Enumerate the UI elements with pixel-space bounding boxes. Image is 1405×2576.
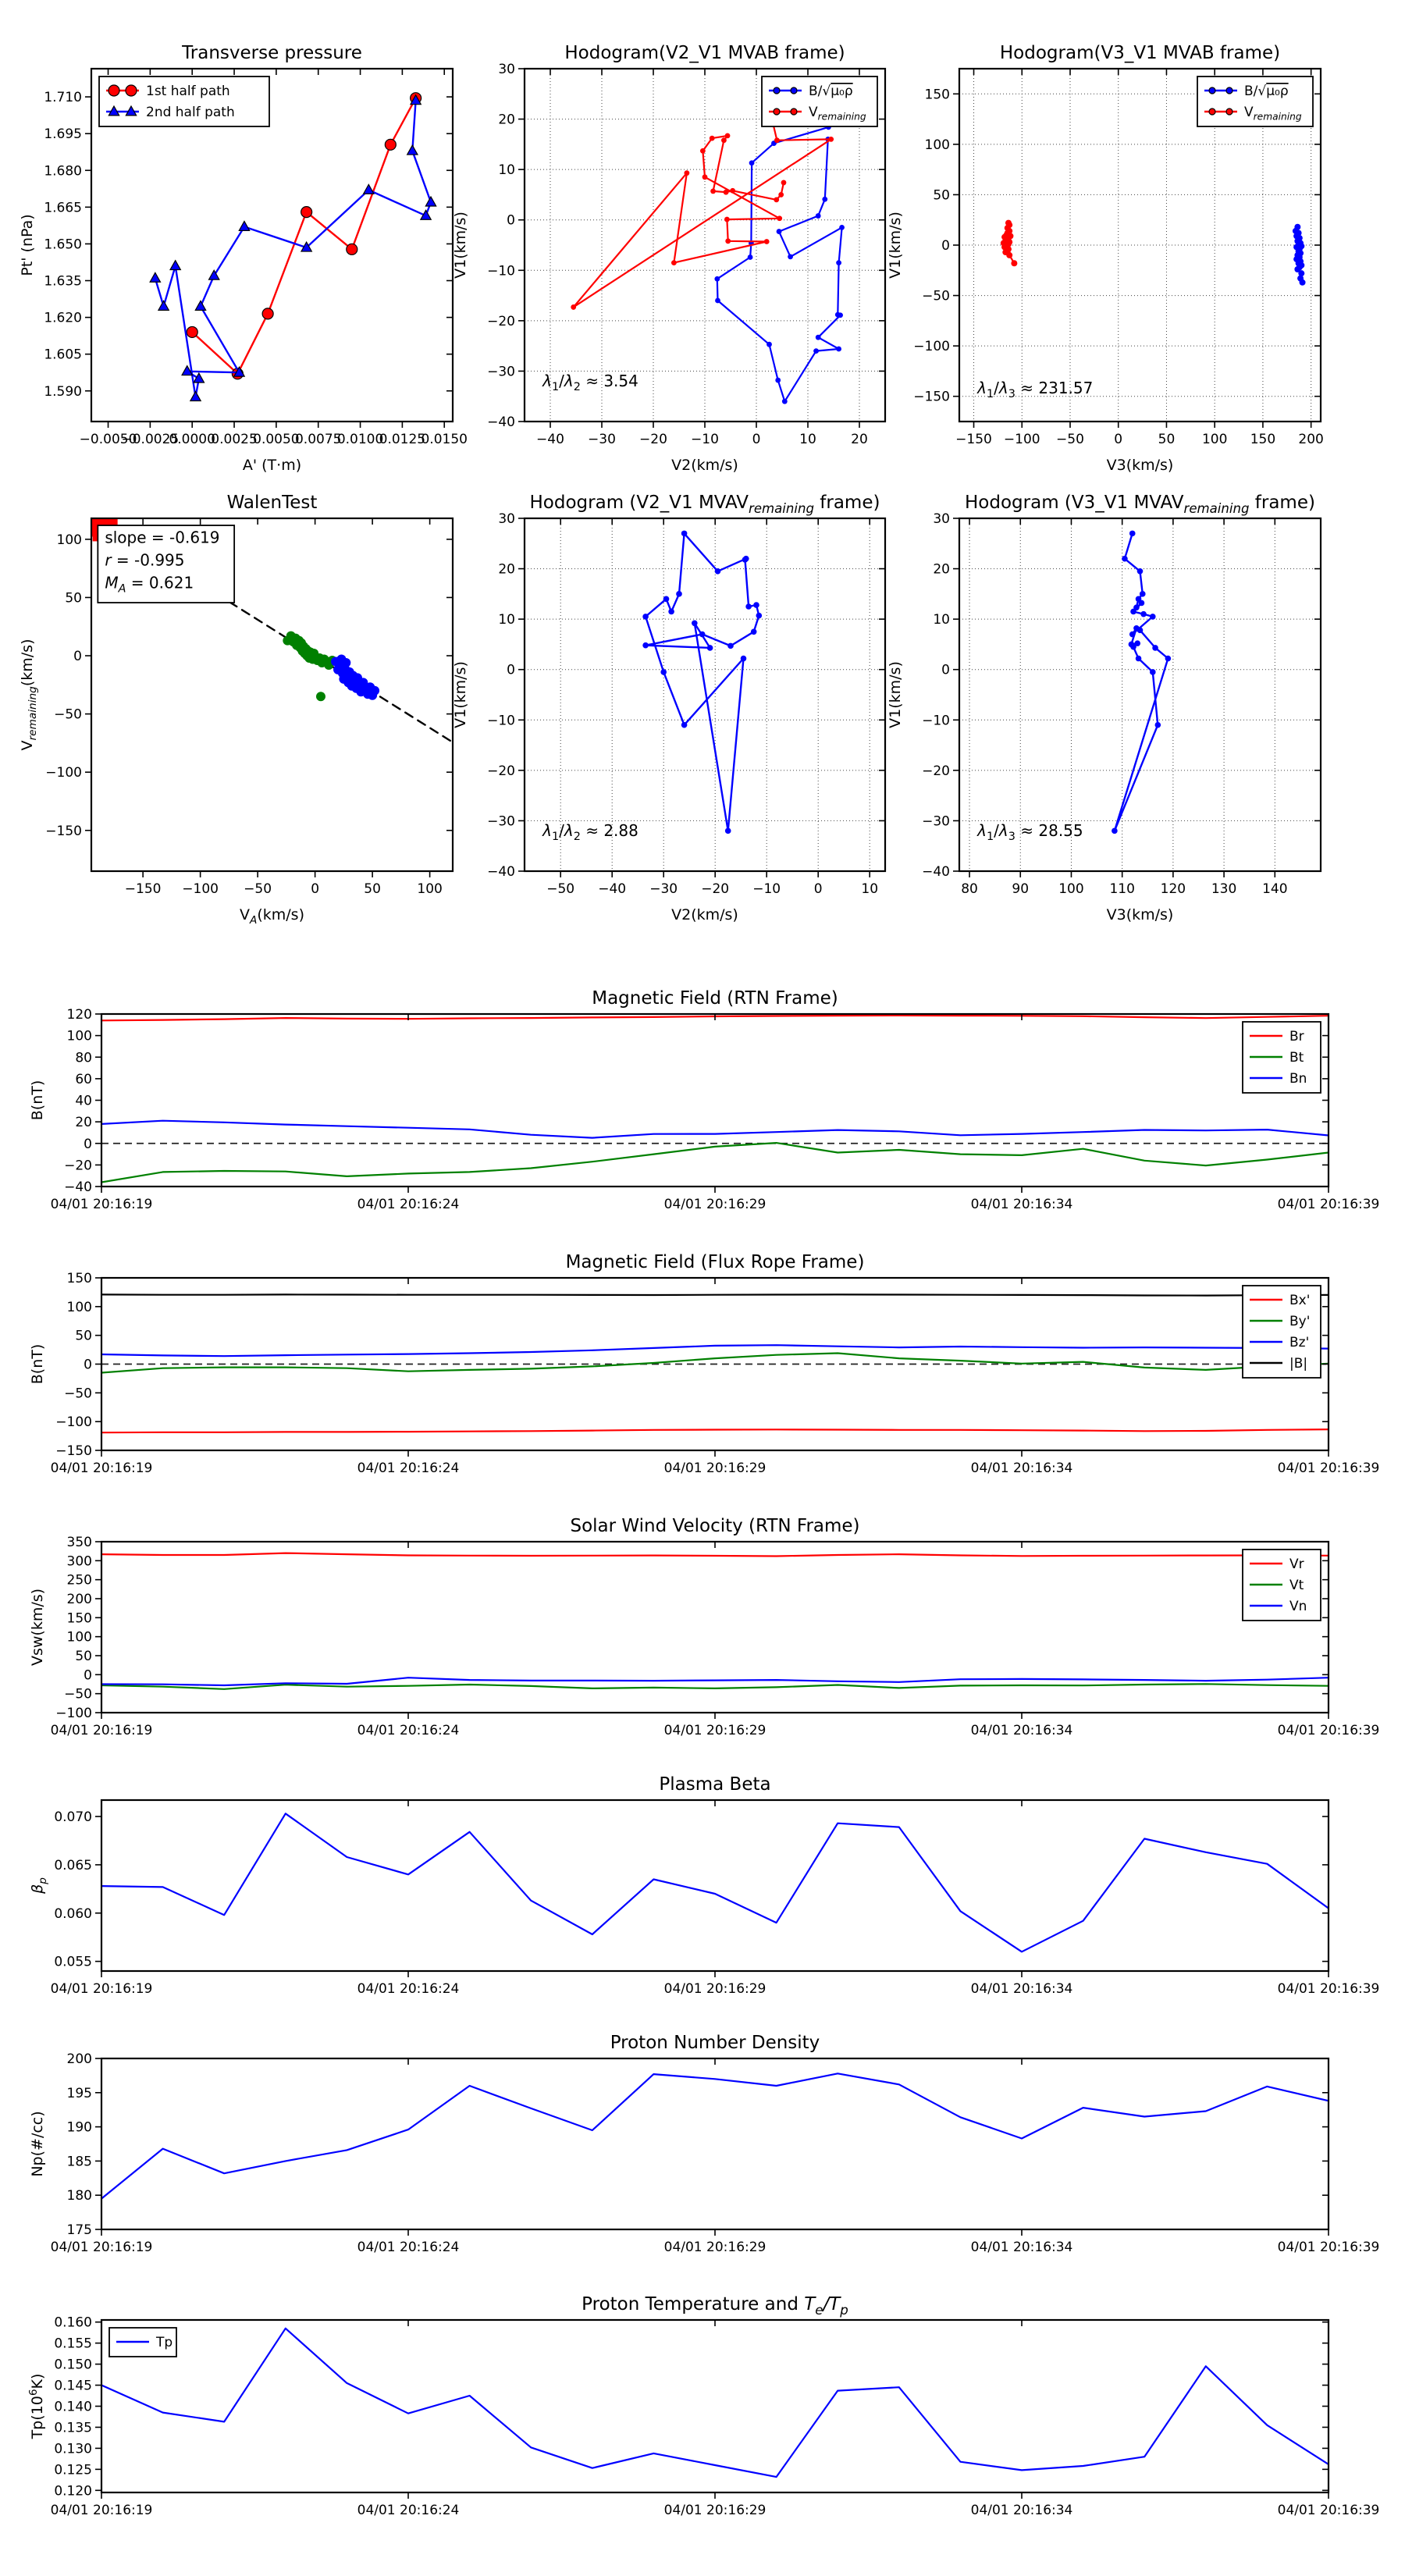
svg-text:−30: −30: [649, 881, 678, 897]
svg-text:10: 10: [933, 612, 950, 628]
svg-text:−10: −10: [752, 881, 781, 897]
svg-text:200: 200: [66, 1592, 92, 1607]
svg-text:Vremaining(km/s): $V_{remaining}(km/s)$: [19, 639, 39, 751]
svg-text:0: 0: [813, 881, 823, 897]
svg-text:Bn: Bn: [1289, 1071, 1307, 1087]
svg-text:V2(km/s): V2(km/s): [671, 457, 738, 474]
svg-text:0: 0: [507, 662, 515, 678]
svg-text:1.590: 1.590: [44, 383, 82, 400]
svg-text:−100: −100: [55, 1414, 92, 1431]
svg-text:λ1/λ2 ≈ 2.88: $\lambda_1/\lambda_2 \approx 2.88$: [542, 820, 638, 843]
svg-text:100: 100: [56, 532, 82, 548]
svg-text:185: 185: [66, 2154, 92, 2170]
svg-text:10: 10: [498, 612, 515, 628]
svg-text:0.0125: 0.0125: [379, 432, 426, 447]
svg-text:04/01 20:16:29: 04/01 20:16:29: [663, 1723, 767, 1738]
svg-text:0.160: 0.160: [54, 2314, 92, 2331]
svg-text:0: 0: [84, 1357, 92, 1373]
svg-text:60: 60: [75, 1071, 92, 1087]
svg-text:04/01 20:16:39: 04/01 20:16:39: [1277, 2503, 1380, 2518]
svg-text:Plasma Beta: Plasma Beta: [659, 1774, 771, 1795]
svg-text:04/01 20:16:34: 04/01 20:16:34: [970, 1981, 1073, 1997]
svg-text:50: 50: [933, 187, 950, 204]
svg-text:0.0100: 0.0100: [336, 432, 384, 447]
svg-text:30: 30: [933, 511, 950, 527]
svg-text:04/01 20:16:29: 04/01 20:16:29: [663, 1981, 767, 1997]
svg-text:−50: −50: [546, 881, 575, 897]
svg-text:50: 50: [364, 881, 381, 897]
svg-text:−40: −40: [487, 415, 515, 430]
svg-text:Hodogram(V2_V1 MVAB frame): Hodogram(V2_V1 MVAB frame): [564, 43, 845, 63]
svg-text:1.605: 1.605: [44, 347, 82, 363]
svg-text:Bx': Bx': [1289, 1293, 1311, 1308]
svg-text:0.0150: 0.0150: [421, 432, 468, 447]
svg-text:04/01 20:16:24: 04/01 20:16:24: [357, 1981, 460, 1997]
svg-text:04/01 20:16:39: 04/01 20:16:39: [1277, 1197, 1380, 1212]
svg-text:10: 10: [498, 162, 515, 179]
svg-text:−20: −20: [64, 1158, 92, 1174]
svg-text:−150: −150: [55, 1443, 92, 1459]
svg-text:−50: −50: [244, 881, 272, 897]
svg-text:175: 175: [66, 2222, 92, 2238]
svg-text:20: 20: [933, 561, 950, 578]
svg-text:−20: −20: [639, 432, 667, 447]
svg-text:−20: −20: [922, 763, 950, 779]
svg-text:0.155: 0.155: [54, 2336, 92, 2352]
svg-text:1.635: 1.635: [44, 273, 82, 290]
chart-walen-test: [19, 493, 453, 927]
svg-text:0: 0: [941, 662, 950, 678]
svg-text:0: 0: [84, 1136, 92, 1152]
chart-proton-temperature: [27, 2294, 1380, 2518]
svg-text:04/01 20:16:24: 04/01 20:16:24: [357, 1461, 460, 1476]
svg-text:−40: −40: [536, 432, 564, 447]
svg-text:20: 20: [75, 1115, 92, 1131]
svg-text:04/01 20:16:19: 04/01 20:16:19: [50, 1723, 153, 1738]
svg-text:Vr: Vr: [1289, 1557, 1304, 1572]
svg-text:−40: −40: [487, 864, 515, 880]
svg-text:1st half path: 1st half path: [146, 84, 230, 99]
svg-text:−50: −50: [54, 706, 82, 723]
svg-text:120: 120: [66, 1007, 92, 1023]
svg-text:0.0025: 0.0025: [211, 432, 258, 447]
svg-text:04/01 20:16:34: 04/01 20:16:34: [970, 2503, 1073, 2518]
svg-text:30: 30: [498, 511, 515, 527]
svg-text:30: 30: [498, 62, 515, 77]
svg-text:100: 100: [1058, 881, 1084, 897]
svg-text:150: 150: [924, 87, 950, 103]
svg-text:80: 80: [961, 881, 978, 897]
svg-text:V1(km/s): V1(km/s): [452, 212, 469, 279]
svg-text:|B|: |B|: [1289, 1356, 1308, 1372]
svg-text:B(nT): B(nT): [29, 1080, 46, 1121]
svg-text:Hodogram(V3_V1 MVAB frame): Hodogram(V3_V1 MVAB frame): [999, 43, 1281, 63]
svg-text:50: 50: [75, 1328, 92, 1344]
svg-text:V3(km/s): V3(km/s): [1106, 457, 1174, 474]
svg-text:04/01 20:16:39: 04/01 20:16:39: [1277, 1461, 1380, 1476]
svg-text:−20: −20: [487, 313, 515, 329]
svg-text:04/01 20:16:34: 04/01 20:16:34: [970, 1197, 1073, 1212]
svg-text:−100: −100: [55, 1706, 92, 1721]
svg-text:λ1/λ3 ≈ 28.55: $\lambda_1/\lambda_3 \approx 28.55$: [977, 820, 1083, 843]
svg-text:04/01 20:16:29: 04/01 20:16:29: [663, 1197, 767, 1212]
svg-text:−100: −100: [45, 765, 82, 781]
svg-text:0.070: 0.070: [54, 1809, 92, 1826]
svg-text:−20: −20: [701, 881, 730, 897]
svg-text:Hodogram (V3_V1 MVAVremaining: Hodogram (V3_V1 $MVAV_{remaining}$ frame): [965, 493, 1315, 516]
svg-text:WalenTest: WalenTest: [226, 493, 318, 513]
svg-text:1.650: 1.650: [44, 237, 82, 253]
chart-plasma-beta: [29, 1774, 1380, 1997]
svg-text:B(nT): B(nT): [29, 1343, 46, 1385]
svg-text:λ1/λ3 ≈ 231.57: $\lambda_1/\lambda_3 \approx 231.57$: [977, 378, 1094, 401]
svg-text:−150: −150: [913, 389, 950, 405]
svg-text:0.140: 0.140: [54, 2399, 92, 2415]
svg-text:V1(km/s): V1(km/s): [887, 212, 904, 279]
svg-text:0.0050: 0.0050: [253, 432, 300, 447]
svg-text:04/01 20:16:29: 04/01 20:16:29: [663, 2503, 767, 2518]
svg-text:0: 0: [73, 649, 82, 665]
svg-text:−100: −100: [913, 339, 950, 355]
svg-text:1.680: 1.680: [44, 163, 82, 180]
svg-text:0: 0: [941, 238, 950, 254]
svg-text:Solar Wind Velocity (RTN Frame: Solar Wind Velocity (RTN Frame): [570, 1516, 860, 1536]
svg-text:Pt' (nPa): Pt' (nPa): [19, 214, 36, 276]
svg-text:1.665: 1.665: [44, 200, 82, 216]
svg-text:100: 100: [1201, 432, 1228, 447]
svg-text:0: 0: [1114, 432, 1123, 447]
svg-text:−20: −20: [487, 763, 515, 779]
svg-text:130: 130: [1211, 881, 1237, 897]
svg-text:Transverse pressure: Transverse pressure: [182, 43, 362, 63]
svg-text:Vn: Vn: [1289, 1599, 1307, 1614]
chart-magnetic-field-rtn: [29, 988, 1380, 1212]
svg-text:Vsw(km/s): Vsw(km/s): [29, 1588, 46, 1667]
svg-text:−150: −150: [124, 881, 162, 897]
svg-text:Bz': Bz': [1289, 1335, 1310, 1350]
svg-text:40: 40: [75, 1093, 92, 1109]
svg-text:−50: −50: [64, 1386, 92, 1402]
svg-text:04/01 20:16:34: 04/01 20:16:34: [970, 1461, 1073, 1476]
svg-text:−10: −10: [487, 263, 515, 279]
chart-hodogram-v3v1-mvav: [887, 493, 1321, 923]
svg-text:04/01 20:16:34: 04/01 20:16:34: [970, 2240, 1073, 2255]
svg-text:−150: −150: [955, 432, 992, 447]
svg-text:−10: −10: [691, 432, 719, 447]
svg-text:04/01 20:16:29: 04/01 20:16:29: [663, 1461, 767, 1476]
svg-text:V1(km/s): V1(km/s): [452, 661, 469, 728]
svg-text:A' (T·m): A' (T·m): [242, 457, 302, 474]
svg-text:20: 20: [498, 112, 515, 128]
svg-text:−0.0050: −0.0050: [79, 432, 137, 447]
svg-text:150: 150: [66, 1271, 92, 1286]
svg-text:Magnetic Field (Flux Rope Fram: Magnetic Field (Flux Rope Frame): [565, 1252, 865, 1272]
svg-text:300: 300: [66, 1553, 92, 1570]
svg-text:0.060: 0.060: [54, 1905, 92, 1922]
svg-text:04/01 20:16:19: 04/01 20:16:19: [50, 1981, 153, 1997]
svg-text:20: 20: [498, 561, 515, 578]
svg-text:100: 100: [924, 137, 950, 153]
svg-text:−30: −30: [487, 364, 515, 380]
svg-text:Bt: Bt: [1289, 1050, 1304, 1066]
svg-text:V1(km/s): V1(km/s): [887, 661, 904, 728]
svg-text:Tp(106K): $Tp(10^6K)$: [27, 2373, 46, 2439]
svg-text:−30: −30: [487, 813, 515, 830]
svg-text:−50: −50: [64, 1686, 92, 1703]
svg-text:110: 110: [1109, 881, 1135, 897]
chart-hodogram-v2v1-mvav: [452, 493, 885, 923]
svg-text:−10: −10: [487, 713, 515, 729]
chart-proton-number-density: [29, 2033, 1380, 2255]
svg-text:0.125: 0.125: [54, 2462, 92, 2478]
svg-text:1.620: 1.620: [44, 310, 82, 326]
svg-text:10: 10: [861, 881, 879, 897]
svg-text:350: 350: [66, 1535, 92, 1550]
svg-text:−50: −50: [1056, 432, 1084, 447]
svg-text:B/√μ₀ρ: B/√μ₀ρ: [1244, 84, 1289, 99]
svg-text:140: 140: [1262, 881, 1288, 897]
svg-text:−30: −30: [588, 432, 616, 447]
svg-text:0: 0: [752, 432, 761, 447]
svg-text:By': By': [1289, 1314, 1311, 1329]
svg-text:βp: $\beta_p$: [29, 1877, 49, 1894]
svg-text:0.145: 0.145: [54, 2378, 92, 2394]
svg-text:100: 100: [66, 1299, 92, 1315]
svg-text:10: 10: [799, 432, 816, 447]
svg-text:−40: −40: [64, 1179, 92, 1195]
svg-text:0.120: 0.120: [54, 2483, 92, 2500]
svg-text:0.065: 0.065: [54, 1857, 92, 1873]
svg-text:−30: −30: [922, 813, 950, 830]
svg-text:90: 90: [1012, 881, 1030, 897]
chart-hodogram-v2v1-mvab: [452, 43, 885, 474]
svg-text:195: 195: [66, 2085, 92, 2101]
svg-text:50: 50: [75, 1649, 92, 1664]
svg-text:−0.0025: −0.0025: [121, 432, 180, 447]
svg-text:04/01 20:16:24: 04/01 20:16:24: [357, 1197, 460, 1212]
svg-text:1.695: 1.695: [44, 126, 82, 143]
svg-text:150: 150: [66, 1610, 92, 1627]
svg-text:−100: −100: [1003, 432, 1040, 447]
svg-text:0.0075: 0.0075: [294, 432, 342, 447]
svg-text:V2(km/s): V2(km/s): [671, 906, 738, 923]
svg-text:VA(km/s): $V_A(km/s)$: [240, 906, 304, 927]
svg-text:04/01 20:16:19: 04/01 20:16:19: [50, 2503, 153, 2518]
svg-text:−10: −10: [922, 713, 950, 729]
svg-text:0.130: 0.130: [54, 2441, 92, 2457]
chart-hodogram-v3v1-mvab: [887, 43, 1324, 474]
svg-text:200: 200: [1298, 432, 1324, 447]
svg-text:−150: −150: [45, 823, 82, 839]
svg-text:Vt: Vt: [1289, 1578, 1304, 1593]
svg-text:Br: Br: [1289, 1029, 1304, 1044]
svg-text:slope = -0.619: slope = -0.619: [105, 528, 220, 547]
svg-text:80: 80: [75, 1050, 92, 1066]
svg-text:04/01 20:16:34: 04/01 20:16:34: [970, 1723, 1073, 1738]
svg-text:04/01 20:16:29: 04/01 20:16:29: [663, 2240, 767, 2255]
svg-text:Proton Temperature and Te/Tp: Proton Temperature and $T_e/T_p$: [582, 2294, 848, 2318]
svg-text:λ1/λ2 ≈ 3.54: $\lambda_1/\lambda_2 \approx 3.54$: [542, 371, 638, 393]
svg-text:0.135: 0.135: [54, 2420, 92, 2436]
svg-text:20: 20: [851, 432, 868, 447]
svg-text:0: 0: [84, 1667, 92, 1684]
svg-text:MA = 0.621: $M_A = 0.621$: [105, 573, 194, 596]
svg-text:0: 0: [311, 881, 320, 897]
svg-text:04/01 20:16:19: 04/01 20:16:19: [50, 2240, 153, 2255]
svg-text:−40: −40: [598, 881, 627, 897]
svg-text:190: 190: [66, 2119, 92, 2136]
svg-text:250: 250: [66, 1572, 92, 1589]
svg-text:50: 50: [1158, 432, 1176, 447]
svg-text:−50: −50: [922, 288, 950, 304]
svg-text:Tp: Tp: [156, 2335, 173, 2350]
svg-text:V3(km/s): V3(km/s): [1106, 906, 1174, 923]
svg-text:04/01 20:16:19: 04/01 20:16:19: [50, 1197, 153, 1212]
svg-text:04/01 20:16:39: 04/01 20:16:39: [1277, 1723, 1380, 1738]
svg-text:2nd half path: 2nd half path: [146, 105, 235, 120]
svg-text:−100: −100: [182, 881, 219, 897]
svg-text:04/01 20:16:19: 04/01 20:16:19: [50, 1461, 153, 1476]
svg-text:04/01 20:16:39: 04/01 20:16:39: [1277, 2240, 1380, 2255]
svg-text:Proton Number Density: Proton Number Density: [610, 2033, 820, 2053]
svg-text:Magnetic Field (RTN Frame): Magnetic Field (RTN Frame): [592, 988, 838, 1009]
svg-text:0.0000: 0.0000: [169, 432, 215, 447]
svg-text:04/01 20:16:24: 04/01 20:16:24: [357, 2503, 460, 2518]
svg-text:150: 150: [1250, 432, 1276, 447]
svg-text:100: 100: [66, 1629, 92, 1646]
svg-text:1.710: 1.710: [44, 90, 82, 106]
svg-text:200: 200: [66, 2051, 92, 2067]
svg-text:0.150: 0.150: [54, 2357, 92, 2373]
svg-text:120: 120: [1160, 881, 1186, 897]
svg-text:−40: −40: [922, 864, 950, 880]
svg-text:04/01 20:16:24: 04/01 20:16:24: [357, 1723, 460, 1738]
chart-magnetic-field-flux-rope: [29, 1252, 1380, 1476]
svg-text:100: 100: [66, 1028, 92, 1044]
svg-text:04/01 20:16:39: 04/01 20:16:39: [1277, 1981, 1380, 1997]
svg-text:100: 100: [417, 881, 443, 897]
svg-text:180: 180: [66, 2188, 92, 2204]
svg-text:Vremaining: $V_{remaining}$: [1244, 105, 1302, 123]
svg-text:0: 0: [507, 212, 515, 229]
svg-text:04/01 20:16:24: 04/01 20:16:24: [357, 2240, 460, 2255]
svg-text:Hodogram (V2_V1 MVAVremaining: Hodogram (V2_V1 $MVAV_{remaining}$ frame): [529, 493, 880, 516]
svg-text:50: 50: [65, 590, 82, 607]
svg-text:0.055: 0.055: [54, 1954, 92, 1970]
chart-solar-wind-velocity: [29, 1516, 1380, 1738]
svg-text:Np(#/cc): Np(#/cc): [29, 2111, 46, 2177]
svg-text:B/√μ₀ρ: B/√μ₀ρ: [809, 84, 853, 99]
svg-text:Vremaining: $V_{remaining}$: [809, 105, 866, 123]
svg-text:r = -0.995: r = -0.995: [105, 550, 185, 570]
